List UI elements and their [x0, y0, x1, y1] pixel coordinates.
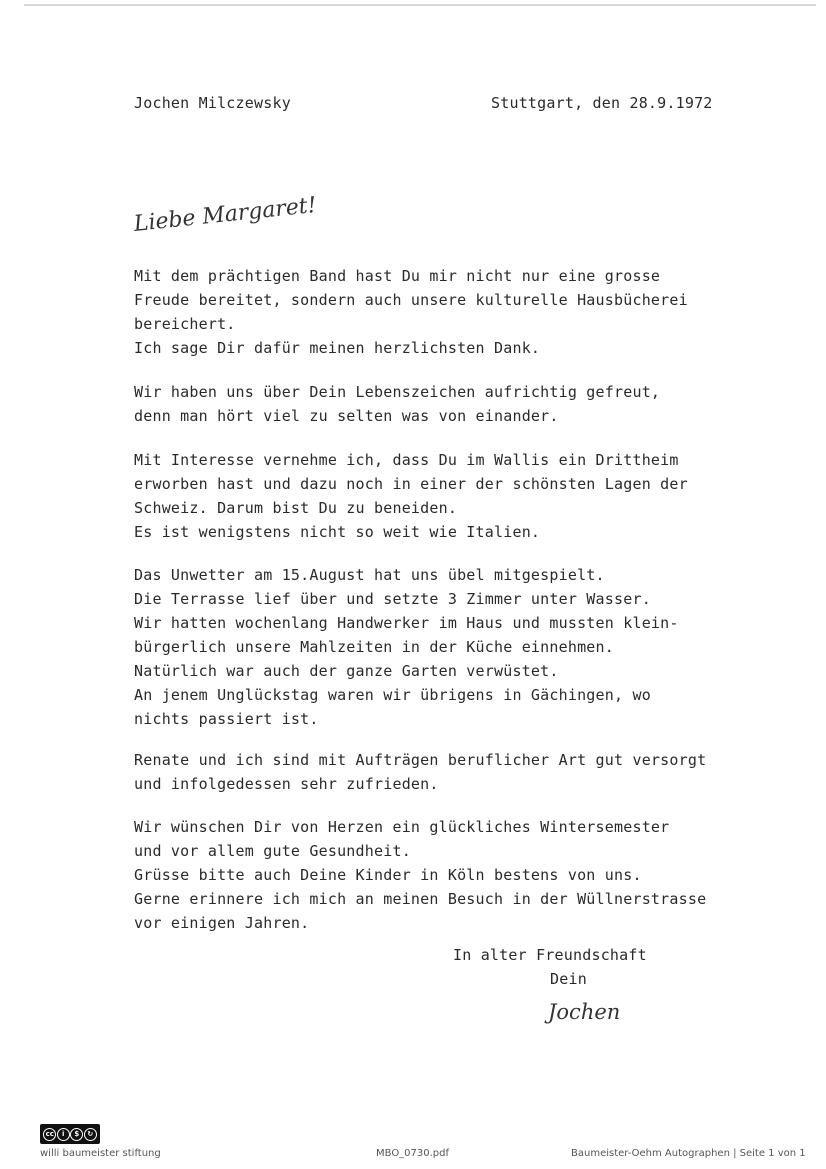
text-line: Es ist wenigstens nicht so weit wie Italien.	[134, 523, 541, 541]
text-line: erworben hast und dazu noch in einer der schönsten Lagen der	[134, 475, 688, 493]
paragraph-5	[134, 748, 706, 796]
paragraph-4	[134, 563, 679, 731]
closing-phrase: In alter Freundschaft	[453, 946, 647, 964]
text-line: Wir wünschen Dir von Herzen ein glückliches Wintersemester	[134, 818, 670, 836]
text-line: und vor allem gute Gesundheit.	[134, 842, 411, 860]
text-line: Wir haben uns über Dein Lebenszeichen aufrichtig gefreut,	[134, 383, 661, 401]
text-line: Natürlich war auch der ganze Garten verwüstet.	[134, 662, 559, 680]
text-line: Wir hatten wochenlang Handwerker im Haus und mussten klein-	[134, 614, 679, 632]
handwritten-signature: Jochen	[548, 1000, 621, 1024]
text-line: Grüsse bitte auch Deine Kinder in Köln bestens von uns.	[134, 866, 642, 884]
text-line: vor einigen Jahren.	[134, 914, 310, 932]
text-line: und infolgedessen sehr zufrieden.	[134, 775, 439, 793]
sa-icon: ↻	[84, 1128, 97, 1141]
footer-file: MBO_0730.pdf	[376, 1148, 450, 1159]
by-icon: i	[57, 1128, 70, 1141]
text-line: bürgerlich unsere Mahlzeiten in der Küche einnehmen.	[134, 638, 614, 656]
cc-license-badge[interactable]	[40, 1124, 100, 1144]
text-line: Renate und ich sind mit Aufträgen beruflicher Art gut versorgt	[134, 751, 707, 769]
cc-icon: cc	[43, 1128, 56, 1141]
nc-icon: $	[70, 1128, 83, 1141]
text-line: Mit dem prächtigen Band hast Du mir nicht nur eine grosse	[134, 267, 661, 285]
text-line: Das Unwetter am 15.August hat uns übel mitgespielt.	[134, 566, 605, 584]
sender-name: Jochen Milczewsky	[134, 94, 291, 112]
paragraph-2	[134, 380, 660, 428]
text-line: denn man hört viel zu selten was von einander.	[134, 407, 559, 425]
text-line: Freude bereitet, sondern auch unsere kulturelle Hausbücherei	[134, 291, 688, 309]
text-line: nichts passiert ist.	[134, 710, 319, 728]
text-line: Schweiz. Darum bist Du zu beneiden.	[134, 499, 458, 517]
footer-collection: Baumeister-Oehm Autographen | Seite 1 von 1	[571, 1148, 806, 1159]
closing-word: Dein	[550, 970, 587, 988]
handwritten-salutation: Liebe Margaret!	[132, 192, 318, 237]
text-line: Mit Interesse vernehme ich, dass Du im Wallis ein Drittheim	[134, 451, 679, 469]
paragraph-1	[134, 264, 688, 360]
paper-edge	[24, 4, 816, 6]
text-line: Die Terrasse lief über und setzte 3 Zimmer unter Wasser.	[134, 590, 651, 608]
paragraph-6	[134, 815, 706, 935]
text-line: Gerne erinnere ich mich an meinen Besuch in der Wüllnerstrasse	[134, 890, 707, 908]
text-line: bereichert.	[134, 315, 236, 333]
footer-archive: willi baumeister stiftung	[40, 1148, 161, 1159]
paragraph-3	[134, 448, 688, 544]
text-line: Ich sage Dir dafür meinen herzlichsten Dank.	[134, 339, 541, 357]
text-line: An jenem Unglückstag waren wir übrigens in Gächingen, wo	[134, 686, 651, 704]
place-date: Stuttgart, den 28.9.1972	[491, 94, 713, 112]
